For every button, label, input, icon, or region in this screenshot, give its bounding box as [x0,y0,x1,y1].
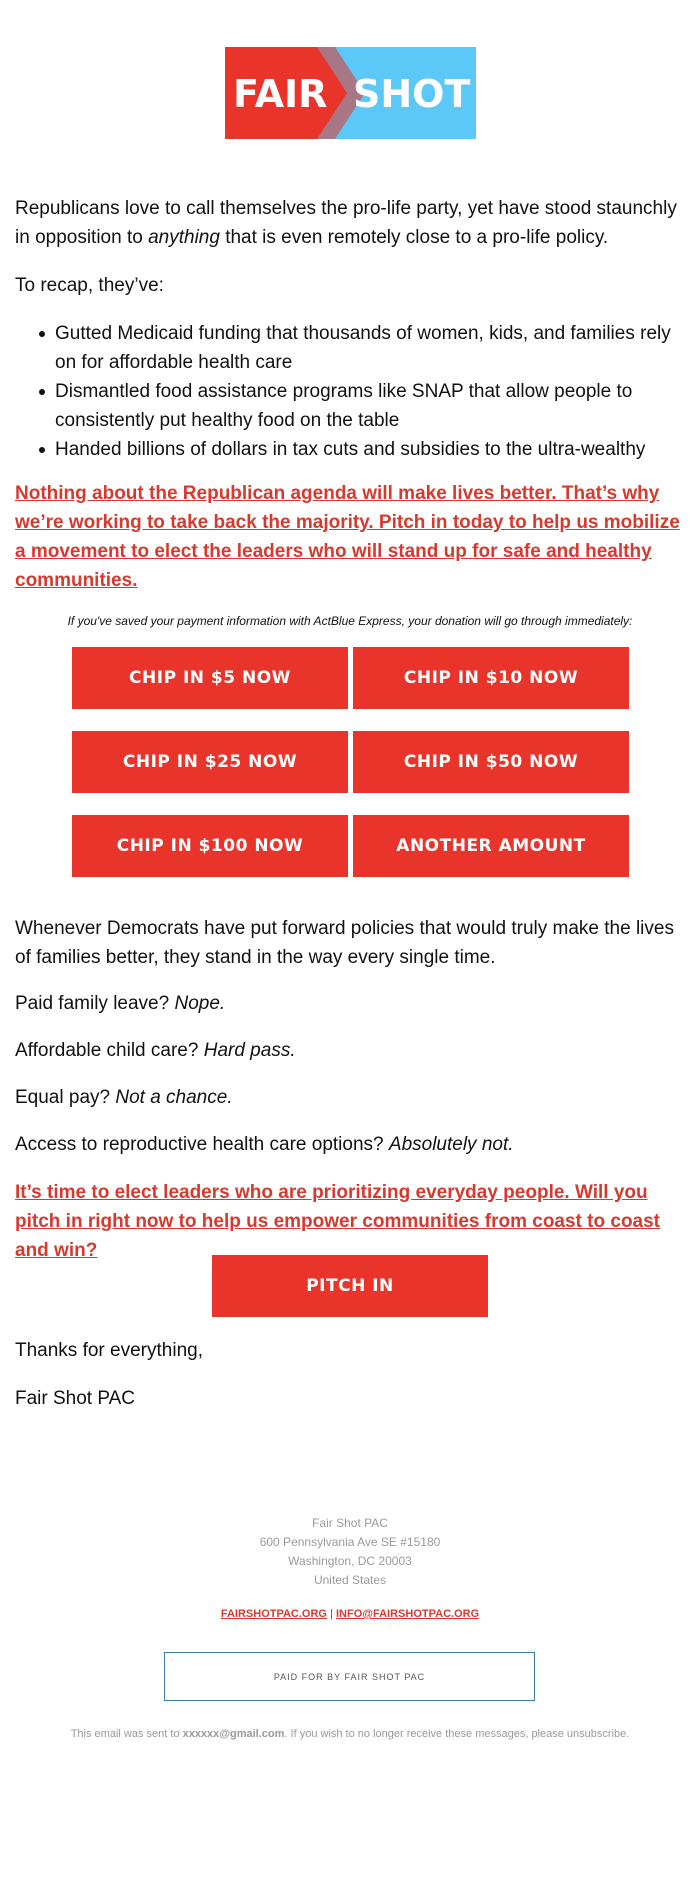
donate-other-amount-button[interactable]: ANOTHER AMOUNT [353,815,629,877]
pitch-in-button[interactable]: PITCH IN [212,1255,488,1317]
footer-street: 600 Pennsylvania Ave SE #15180 [259,1535,441,1549]
recap-paragraph: To recap, they’ve: [15,275,164,296]
footer-address [0,1514,700,1590]
equal-pay-line: Equal pay? Not a chance. [15,1087,233,1108]
reproductive-care-line: Access to reproductive health care options? Absolutely not. [15,1134,514,1155]
cta-link-mobilize[interactable]: Nothing about the Republican agenda will make lives better. That’s why we’re working to take back the majority. Pitch in today to help us mobilize a movement to elect the leaders who will stand up for safe and healthy communities. [15,483,680,591]
child-care-line: Affordable child care? Hard pass. [15,1040,296,1061]
donate-10-button[interactable]: CHIP IN $10 NOW [353,647,629,709]
donate-5-button[interactable]: CHIP IN $5 NOW [72,647,348,709]
donate-25-button[interactable]: CHIP IN $25 NOW [72,731,348,793]
footer-city: Washington, DC 20003 [288,1554,412,1568]
footer-site-link[interactable]: FAIRSHOTPAC.ORG [220,1608,327,1620]
footer-link-separator: | [330,1608,333,1620]
signoff-thanks: Thanks for everything, [15,1340,203,1361]
list-item: Dismantled food assistance programs like SNAP that allow people to consistently put healthy food on the table [15,377,687,435]
donate-100-button[interactable]: CHIP IN $100 NOW [72,815,348,877]
intro-paragraph: Republicans love to call themselves the pro-life party, yet have stood staunchly in opposition to anything that is even remotely close to a pro-life policy. [15,198,677,248]
cta-link-elect-leaders[interactable]: It’s time to elect leaders who are prioritizing everyday people. Will you pitch in right now to help us empower communities from coast to coast and win? [15,1182,661,1261]
paid-leave-line: Paid family leave? Nope. [15,993,226,1014]
footer-country: United States [313,1573,387,1587]
list-item: Handed billions of dollars in tax cuts and subsidies to the ultra-wealthy [15,435,687,464]
unsubscribe-note: This email was sent to xxxxxx@gmail.com. If you wish to no longer receive these messages, please unsubscribe. [70,1728,630,1740]
footer-links [0,1608,700,1620]
recap-list [15,319,687,464]
logo-word-fair: FAIR [233,72,328,116]
paid-for-box: PAID FOR BY FAIR SHOT PAC [164,1652,535,1701]
signoff-name: Fair Shot PAC [15,1388,136,1409]
list-item: Gutted Medicaid funding that thousands of women, kids, and families rely on for affordable health care [15,319,687,377]
democrats-paragraph: Whenever Democrats have put forward policies that would truly make the lives of families better, they stand in the way every single time. [15,918,674,968]
donate-50-button[interactable]: CHIP IN $50 NOW [353,731,629,793]
footer-email-link[interactable]: INFO@FAIRSHOTPAC.ORG [335,1608,480,1620]
actblue-express-note: If you've saved your payment information with ActBlue Express, your donation will go through immediately: [67,614,633,628]
logo-word-shot: SHOT [353,72,471,116]
footer-org: Fair Shot PAC [312,1516,388,1530]
fair-shot-logo[interactable] [225,47,476,139]
logo-graphic [225,47,476,139]
